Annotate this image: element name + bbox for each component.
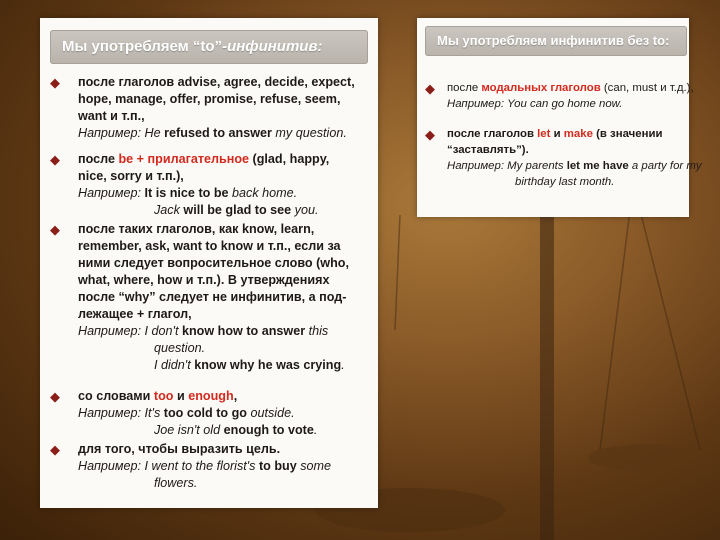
- rule-be-adjective: ◆ после be + прилагательное (glad, happy, nice, sorry и т.п.), Например: It is nice to be back home. Jack will be glad to see you.: [50, 151, 370, 219]
- rule-verbs-list: ◆ после глаголов advise, agree, decide, expect, hope, manage, offer, promise, refuse, seem, want и т.п., Например: He refused to answer my question.: [50, 74, 370, 142]
- rule-purpose: ◆ для того, чтобы выразить цель. Например: I went to the florist's to buy some flowers.: [50, 441, 370, 492]
- example-line: Например: He refused to answer my question.: [78, 126, 347, 140]
- rule-too-enough: ◆ со словами too и enough, Например: It's too cold to go outside. Joe isn't old enough to vote.: [50, 388, 370, 439]
- rule-question-words: ◆ после таких глаголов, как know, learn, remember, ask, want to know и т.п., если за ними следует вопросительное слово (who, what, where, how и т.п.). В утверждениях после “why” следует не инфинитив, а под- лежащее + глагол, Например: I don't know how to answer this question. I didn't know why he was crying.: [50, 221, 370, 374]
- diamond-bullet-icon: ◆: [425, 127, 435, 142]
- diamond-bullet-icon: ◆: [50, 152, 60, 167]
- example-line: Например: It's too cold to go outside.: [78, 406, 295, 420]
- to-infinitive-heading: Мы употребляем “to”-инфинитив:: [50, 30, 368, 64]
- example-line: Например: You can go home now.: [447, 98, 623, 110]
- diamond-bullet-icon: ◆: [425, 81, 435, 96]
- example-line: Например: My parents let me have a party for my: [447, 160, 702, 172]
- example-line: Joe isn't old enough to vote.: [154, 423, 318, 437]
- to-infinitive-card: [40, 18, 378, 508]
- example-line: Например: I went to the florist's to buy some: [78, 459, 332, 473]
- example-line: I didn't know why he was crying.: [154, 358, 345, 372]
- example-line: Например: It is nice to be back home.: [78, 186, 298, 200]
- diamond-bullet-icon: ◆: [50, 389, 60, 404]
- example-line: Например: I don't know how to answer this: [78, 324, 329, 338]
- rule-let-make: ◆ после глаголов let и make (в значении “заставлять”). Например: My parents let me have a party for my birthday last month.: [425, 127, 702, 188]
- rule-modal-verbs: ◆ после модальных глаголов (can, must и т.д.), Например: You can go home now.: [425, 81, 694, 110]
- diamond-bullet-icon: ◆: [50, 442, 60, 457]
- diamond-bullet-icon: ◆: [50, 75, 60, 90]
- example-line: Jack will be glad to see you.: [154, 203, 319, 217]
- bare-infinitive-card: [417, 18, 702, 217]
- diamond-bullet-icon: ◆: [50, 222, 60, 237]
- bare-infinitive-heading: Мы употребляем инфинитив без to:: [425, 26, 687, 56]
